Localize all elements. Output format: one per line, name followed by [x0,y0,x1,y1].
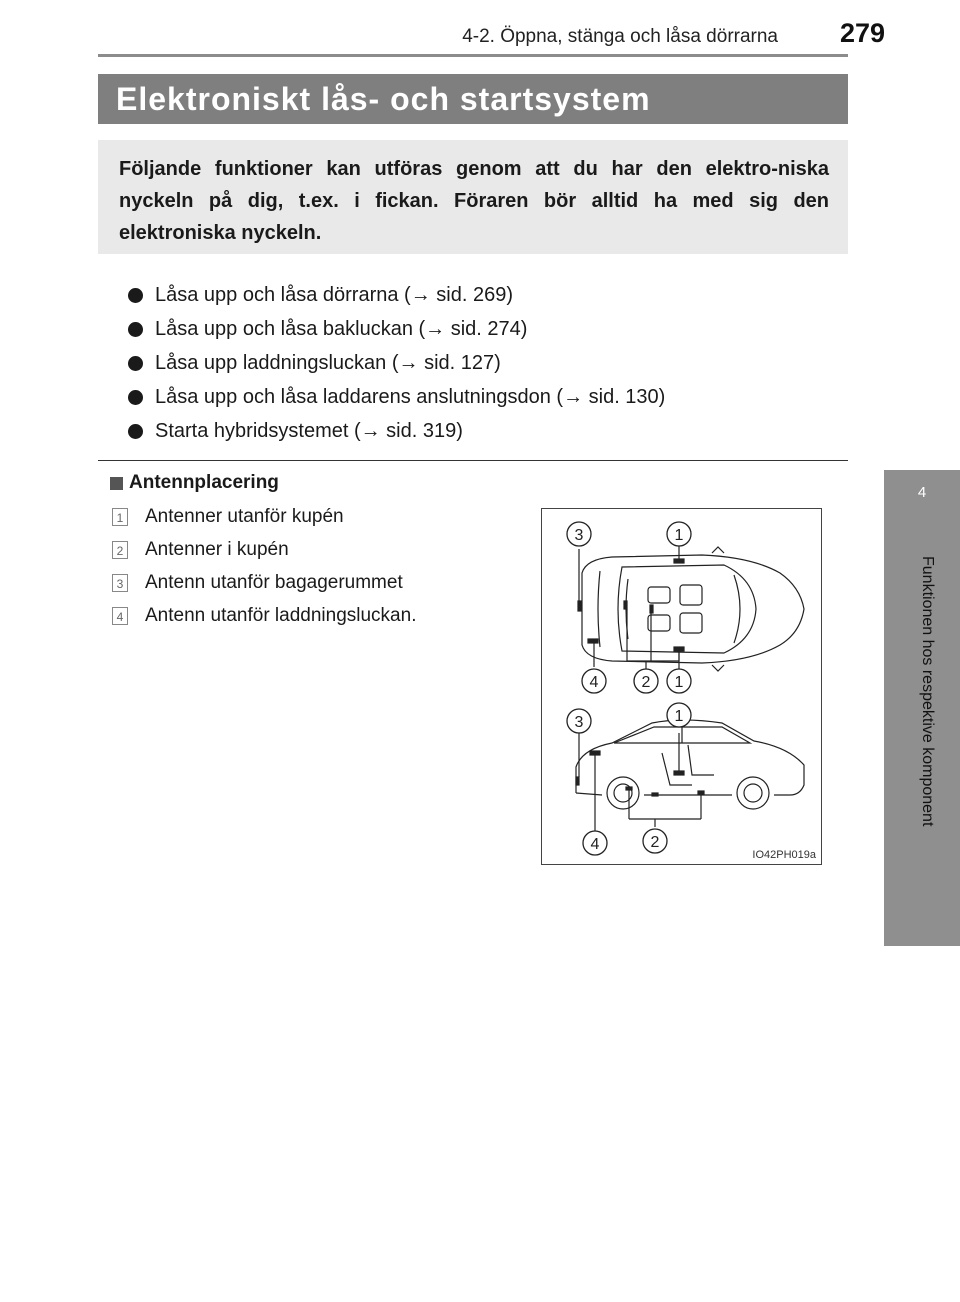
list-item [128,380,848,414]
list-item-text: Starta hybridsystemet (→ sid. 319) [155,420,463,442]
function-list [128,278,848,448]
legend-item [112,500,512,533]
legend-number: 1 [112,508,128,526]
callout-number: 2 [641,674,651,691]
list-item [128,346,848,380]
running-header-section: 4-2. Öppna, stänga och låsa dörrarna [462,26,778,47]
legend-item [112,566,512,599]
callout-number: 1 [674,708,684,725]
square-bullet-icon [110,477,123,490]
bullet-icon [128,390,143,405]
antenna-legend [112,500,512,632]
list-item-text: Låsa upp och låsa dörrarna (→ sid. 269) [155,284,513,306]
chapter-title: Funktionen hos respektive komponent [919,556,936,827]
header-rule [98,54,848,57]
legend-number: 4 [112,607,128,625]
car-side-view [576,720,804,809]
antenna-heading [110,472,279,494]
callout-number: 1 [674,527,684,544]
figure-code: IO42PH019a [752,849,816,861]
intro-box [98,140,848,254]
page-number: 279 [839,18,885,48]
chapter-number: 4 [917,484,927,501]
list-item-text: Låsa upp laddningsluckan (→ sid. 127) [155,352,501,374]
legend-item [112,599,512,632]
car-top-view [582,547,804,671]
callout-number: 2 [650,834,660,851]
title-banner [98,74,848,124]
legend-number: 2 [112,541,128,559]
antenna-diagram [541,508,822,865]
legend-item [112,533,512,566]
bullet-icon [128,356,143,371]
intro-text: Följande funktioner kan utföras genom att du har den elektro-niska nyckeln på dig, t.ex. i fickan. Föraren bör alltid ha med sig den elektroniska nyckeln. [119,158,829,244]
legend-label: Antenner utanför kupén [145,505,344,527]
legend-label: Antenn utanför bagagerummet [145,571,403,593]
legend-label: Antenner i kupén [145,538,289,560]
list-item [128,312,848,346]
bullet-icon [128,322,143,337]
callout-number: 1 [674,674,684,691]
bullet-icon [128,424,143,439]
callout-number: 3 [574,714,584,731]
legend-number: 3 [112,574,128,592]
leader-lines-top [579,545,679,669]
car-diagram-svg [542,509,821,864]
callout-number: 3 [574,527,584,544]
bullet-icon [128,288,143,303]
list-item-text: Låsa upp och låsa bakluckan (→ sid. 274) [155,318,528,340]
antenna-heading-text: Antennplacering [129,472,279,493]
list-item [128,414,848,448]
callout-number: 4 [589,674,599,691]
list-item-text: Låsa upp och låsa laddarens anslutningsdon (→ sid. 130) [155,386,666,408]
callout-number: 4 [590,836,600,853]
page-title: Elektroniskt lås- och startsystem [116,81,651,117]
leader-lines-side [579,731,701,831]
antenna-markers-top [578,559,684,651]
legend-label: Antenn utanför laddningsluckan. [145,604,417,626]
section-divider [98,460,848,461]
list-item [128,278,848,312]
